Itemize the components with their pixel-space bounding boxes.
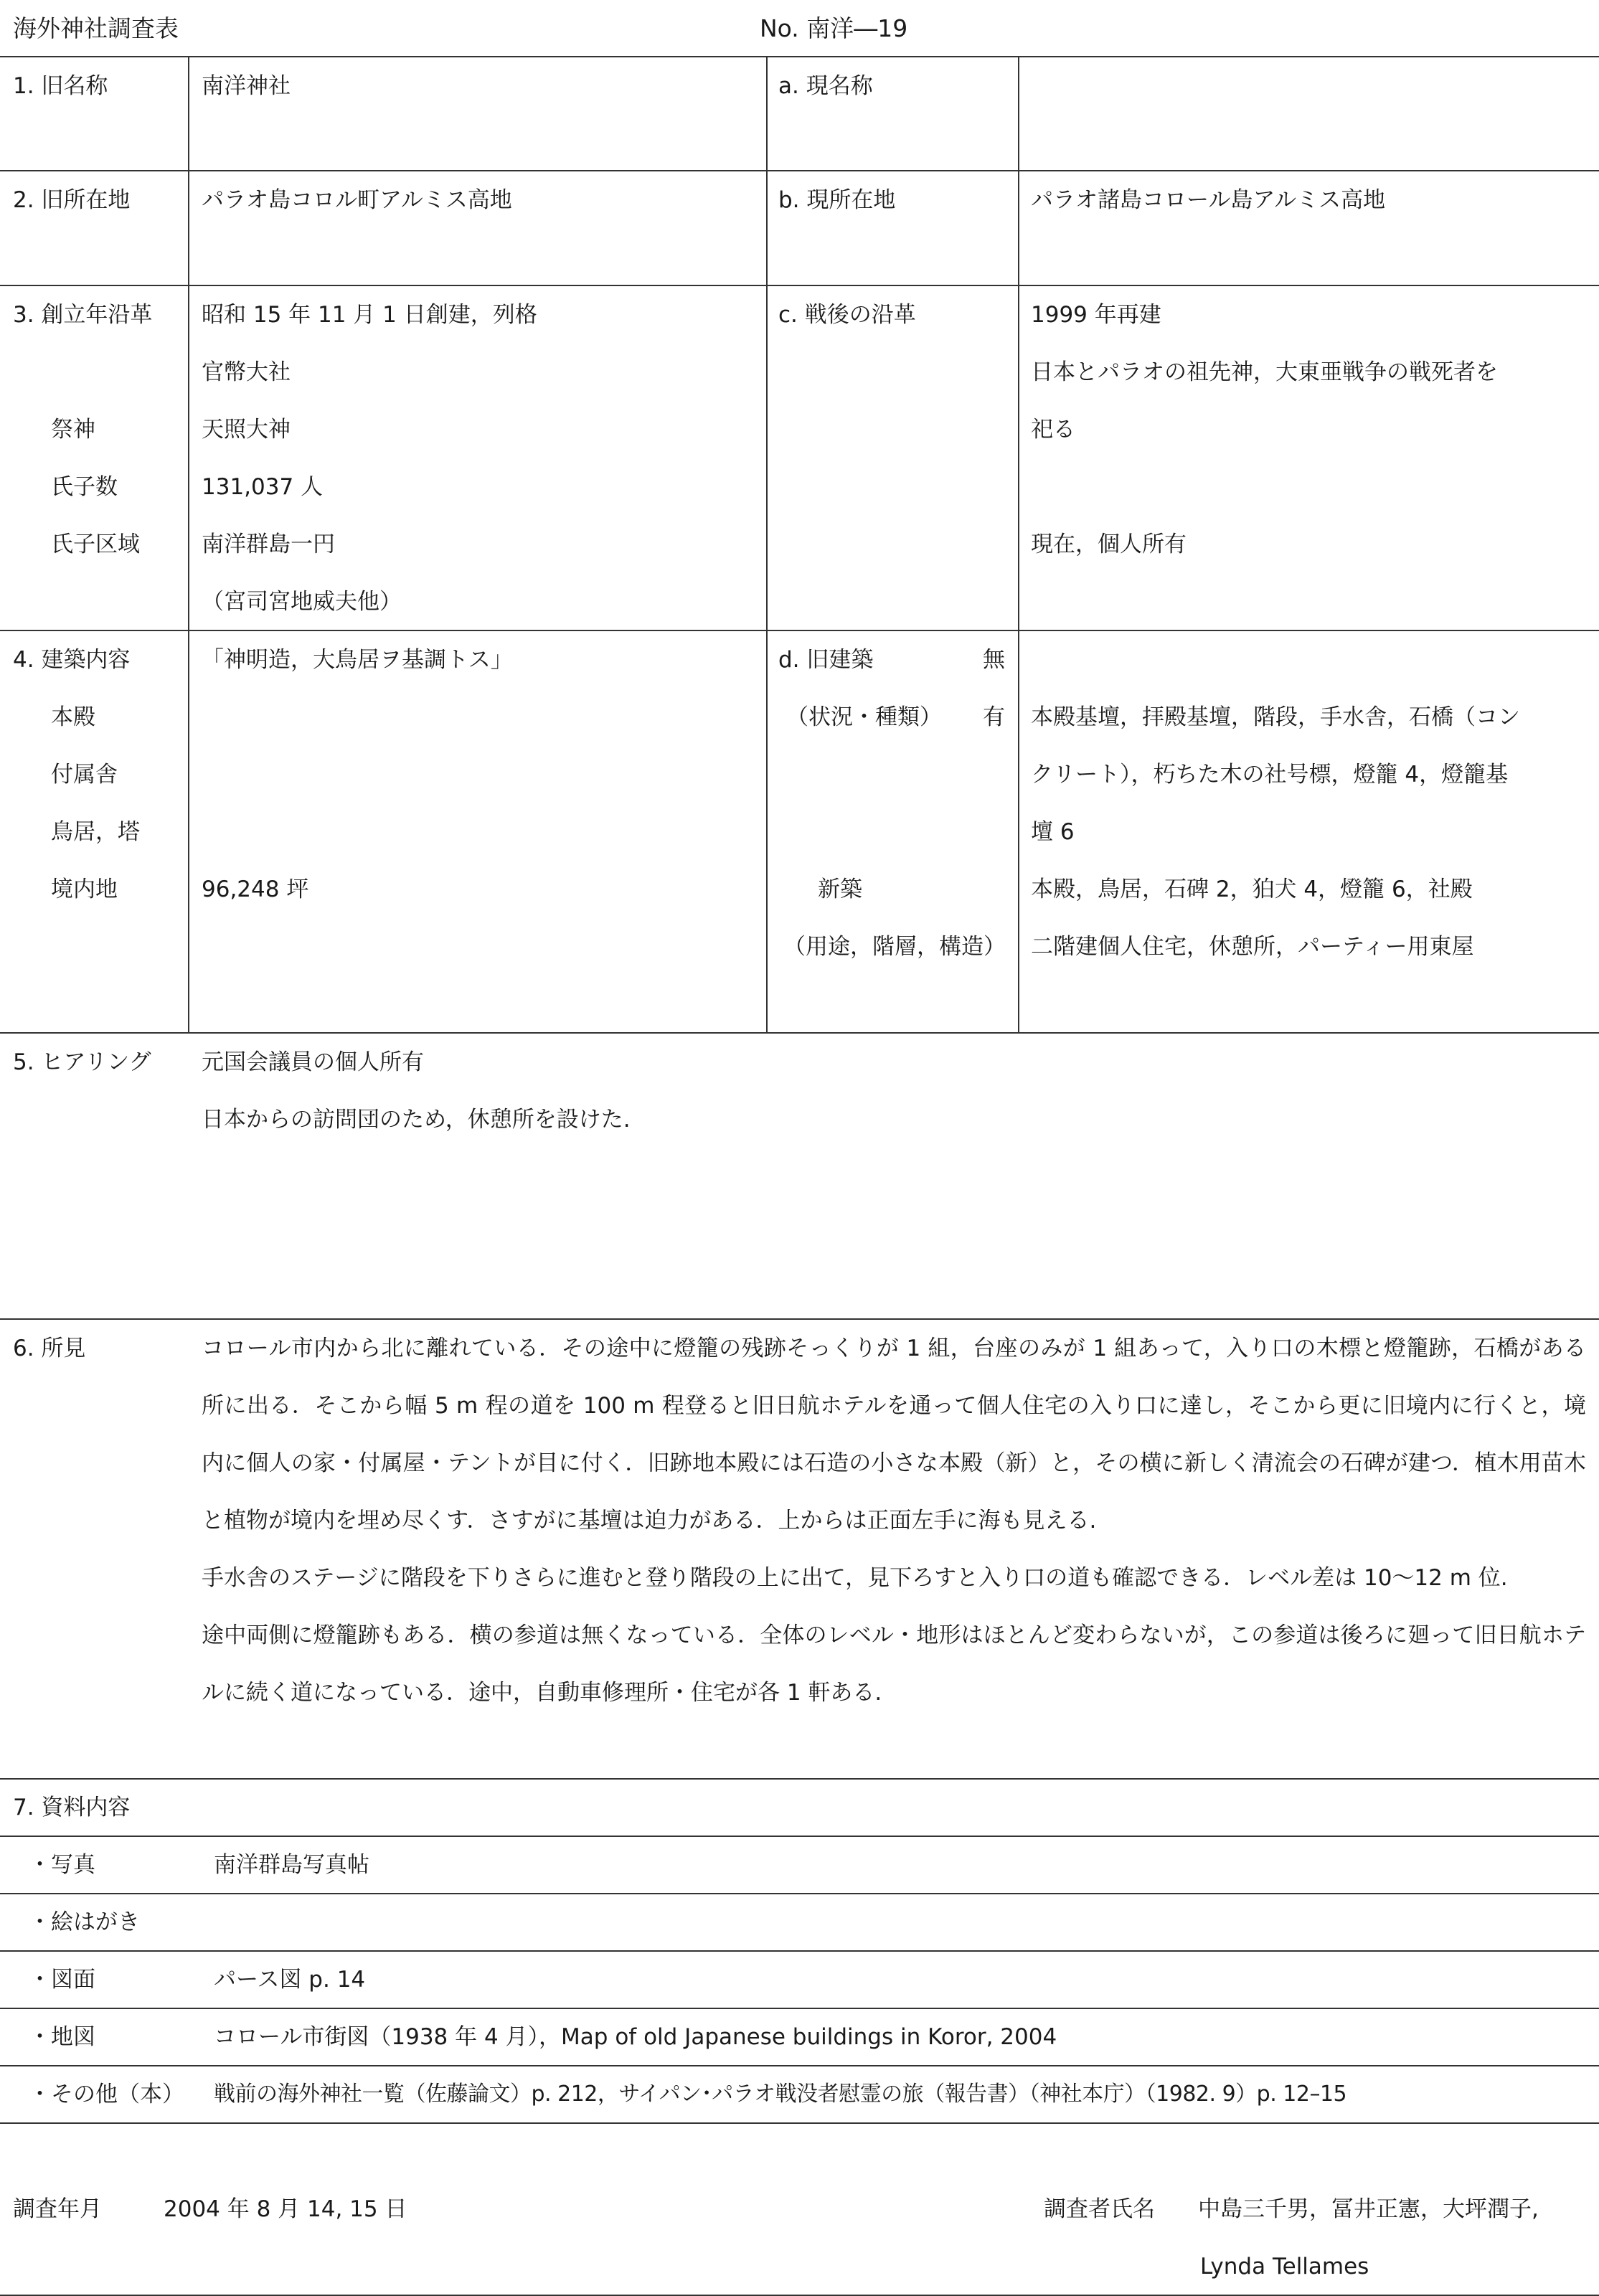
- survey-date-value: 2004 年 8 月 14, 15 日: [164, 2196, 407, 2222]
- divider: [0, 170, 1599, 171]
- new-buildings-label: 新築: [818, 877, 862, 902]
- new-buildings-value: 本殿，鳥居，石碑 2，狛犬 4，燈籠 6，社殿: [1031, 877, 1473, 902]
- old-buildings-yes: 有: [983, 704, 1005, 730]
- old-buildings-value: 本殿基壇，拝殿基壇，階段，手水舎，石橋（コン: [1031, 704, 1520, 730]
- old-name-label: 1. 旧名称: [13, 73, 108, 99]
- divider: [0, 2065, 1599, 2066]
- deity-value: 天照大神: [202, 417, 291, 443]
- hearing-value: 元国会議員の個人所有: [202, 1049, 424, 1075]
- divider: [0, 2122, 1599, 2124]
- postwar-history-label: c. 戦後の沿革: [778, 302, 916, 328]
- founding-value: 官幣大社: [202, 359, 291, 385]
- materials-map-value: コロール市街図（1938 年 4 月），Map of old Japanese buildings in Koror, 2004: [214, 2024, 1057, 2050]
- findings-paragraph: 手水舎のステージに階段を下りさらに進むと登り階段の上に出て，見下ろすと入り口の道も確認できる．レベル差は 10～12 m 位.: [202, 1565, 1508, 1591]
- divider: [0, 56, 1599, 57]
- findings-paragraph: コロール市内から北に離れている．その途中に燈籠の残跡そっくりが 1 組，台座のみが 1 組あって，入り口の木標と燈籠跡，石橋がある所に出る．そこから幅 5 m 程の道を 100 m 程登ると旧日航ホテルを通って個人住宅の入り口に達し，そこから更に旧境内に行くと，境内に個人の家・付属屋・テントが目に付く．旧跡地本殿には石造の小さな本殿（新）と，その横に新しく清流会の石碑が建つ．植木用苗木と植物が境内を埋め尽くす．さすがに基壇は迫力がある．上からは正面左手に海も見える.: [202, 1336, 1586, 1534]
- precinct-label: 境内地: [51, 877, 118, 902]
- divider: [0, 630, 1599, 631]
- parishioners-value: 131,037 人: [202, 474, 324, 500]
- form-title: 海外神社調査表: [13, 14, 179, 42]
- deity-label: 祭神: [51, 417, 95, 443]
- old-buildings-value: 壇 6: [1031, 819, 1075, 845]
- founding-label: 3. 創立年沿革: [13, 302, 153, 328]
- column-divider: [1018, 56, 1019, 1032]
- divider: [0, 1950, 1599, 1952]
- divider: [0, 1032, 1599, 1034]
- form-number: No. 南洋―19: [760, 14, 908, 42]
- new-buildings-type: （用途，階層，構造）: [783, 934, 1006, 960]
- divider: [0, 285, 1599, 286]
- postwar-history-value: 祀る: [1031, 417, 1075, 443]
- priest-value: （宮司宮地威夫他）: [202, 589, 402, 615]
- divider: [0, 2008, 1599, 2009]
- materials-label: 7. 資料内容: [13, 1795, 131, 1820]
- materials-photo-label: ・写真: [29, 1852, 95, 1878]
- surveyor-names: 中島三千男，冨井正憲，大坪潤子,: [1198, 2196, 1539, 2222]
- hearing-value: 日本からの訪問団のため，休憩所を設けた.: [202, 1107, 631, 1133]
- founding-value: 昭和 15 年 11 月 1 日創建，列格: [202, 302, 537, 328]
- divider: [0, 1836, 1599, 1837]
- old-buildings-type: （状況・種類）: [786, 704, 942, 730]
- old-buildings-label: d. 旧建築: [778, 647, 874, 673]
- architecture-label: 4. 建築内容: [13, 647, 131, 673]
- materials-other-label: ・その他（本）: [29, 2082, 184, 2107]
- main-hall-label: 本殿: [51, 704, 95, 730]
- materials-map-label: ・地図: [29, 2024, 95, 2050]
- torii-label: 鳥居，塔: [51, 819, 140, 845]
- current-location-value: パラオ諸島コロール島アルミス高地: [1031, 187, 1386, 213]
- column-divider: [188, 56, 189, 1032]
- parishioners-label: 氏子数: [51, 474, 118, 500]
- findings-label: 6. 所見: [13, 1336, 86, 1361]
- findings-text: [202, 1320, 1586, 1721]
- materials-drawing-value: パース図 p. 14: [214, 1967, 366, 1993]
- postwar-history-value: 現在，個人所有: [1031, 532, 1187, 557]
- old-name-value: 南洋神社: [202, 73, 291, 99]
- precinct-value: 96,248 坪: [202, 877, 309, 902]
- findings-paragraph: 途中両側に燈籠跡もある．横の参道は無くなっている．全体のレベル・地形はほとんど変わらないが，この参道は後ろに廻って旧日航ホテルに続く道になっている．途中，自動車修理所・住宅が各 1 軒ある.: [202, 1622, 1586, 1706]
- materials-drawing-label: ・図面: [29, 1967, 95, 1993]
- old-buildings-value: クリート），朽ちた木の社号標，燈籠 4，燈籠基: [1031, 762, 1509, 788]
- divider: [0, 1893, 1599, 1894]
- postwar-history-value: 日本とパラオの祖先神，大東亜戦争の戦死者を: [1031, 359, 1498, 385]
- postwar-history-value: 1999 年再建: [1031, 302, 1161, 328]
- architecture-value: 「神明造，大鳥居ヲ基調トス」: [202, 647, 513, 673]
- old-location-value: パラオ島コロル町アルミス高地: [202, 187, 512, 213]
- column-divider: [766, 56, 768, 1032]
- old-buildings-none: 無: [983, 647, 1005, 673]
- parish-area-value: 南洋群島一円: [202, 532, 335, 557]
- materials-photo-value: 南洋群島写真帖: [214, 1852, 369, 1878]
- new-buildings-value: 二階建個人住宅，休憩所，パーティー用東屋: [1031, 934, 1474, 960]
- divider: [0, 1778, 1599, 1780]
- auxiliary-label: 付属舎: [51, 762, 118, 788]
- surveyor-label: 調査者氏名: [1044, 2196, 1155, 2222]
- current-location-label: b. 現所在地: [778, 187, 896, 213]
- parish-area-label: 氏子区域: [51, 532, 140, 557]
- survey-date-label: 調査年月: [13, 2196, 102, 2222]
- materials-other-value: 戦前の海外神社一覧（佐藤論文）p. 212，サイパン･パラオ戦没者慰霊の旅（報告書）（神社本庁）（1982. 9）p. 12–15: [214, 2082, 1347, 2107]
- materials-postcard-label: ・絵はがき: [29, 1909, 140, 1935]
- hearing-label: 5. ヒアリング: [13, 1049, 151, 1075]
- surveyor-names: Lynda Tellames: [1200, 2254, 1369, 2280]
- current-name-label: a. 現名称: [778, 73, 873, 99]
- old-location-label: 2. 旧所在地: [13, 187, 131, 213]
